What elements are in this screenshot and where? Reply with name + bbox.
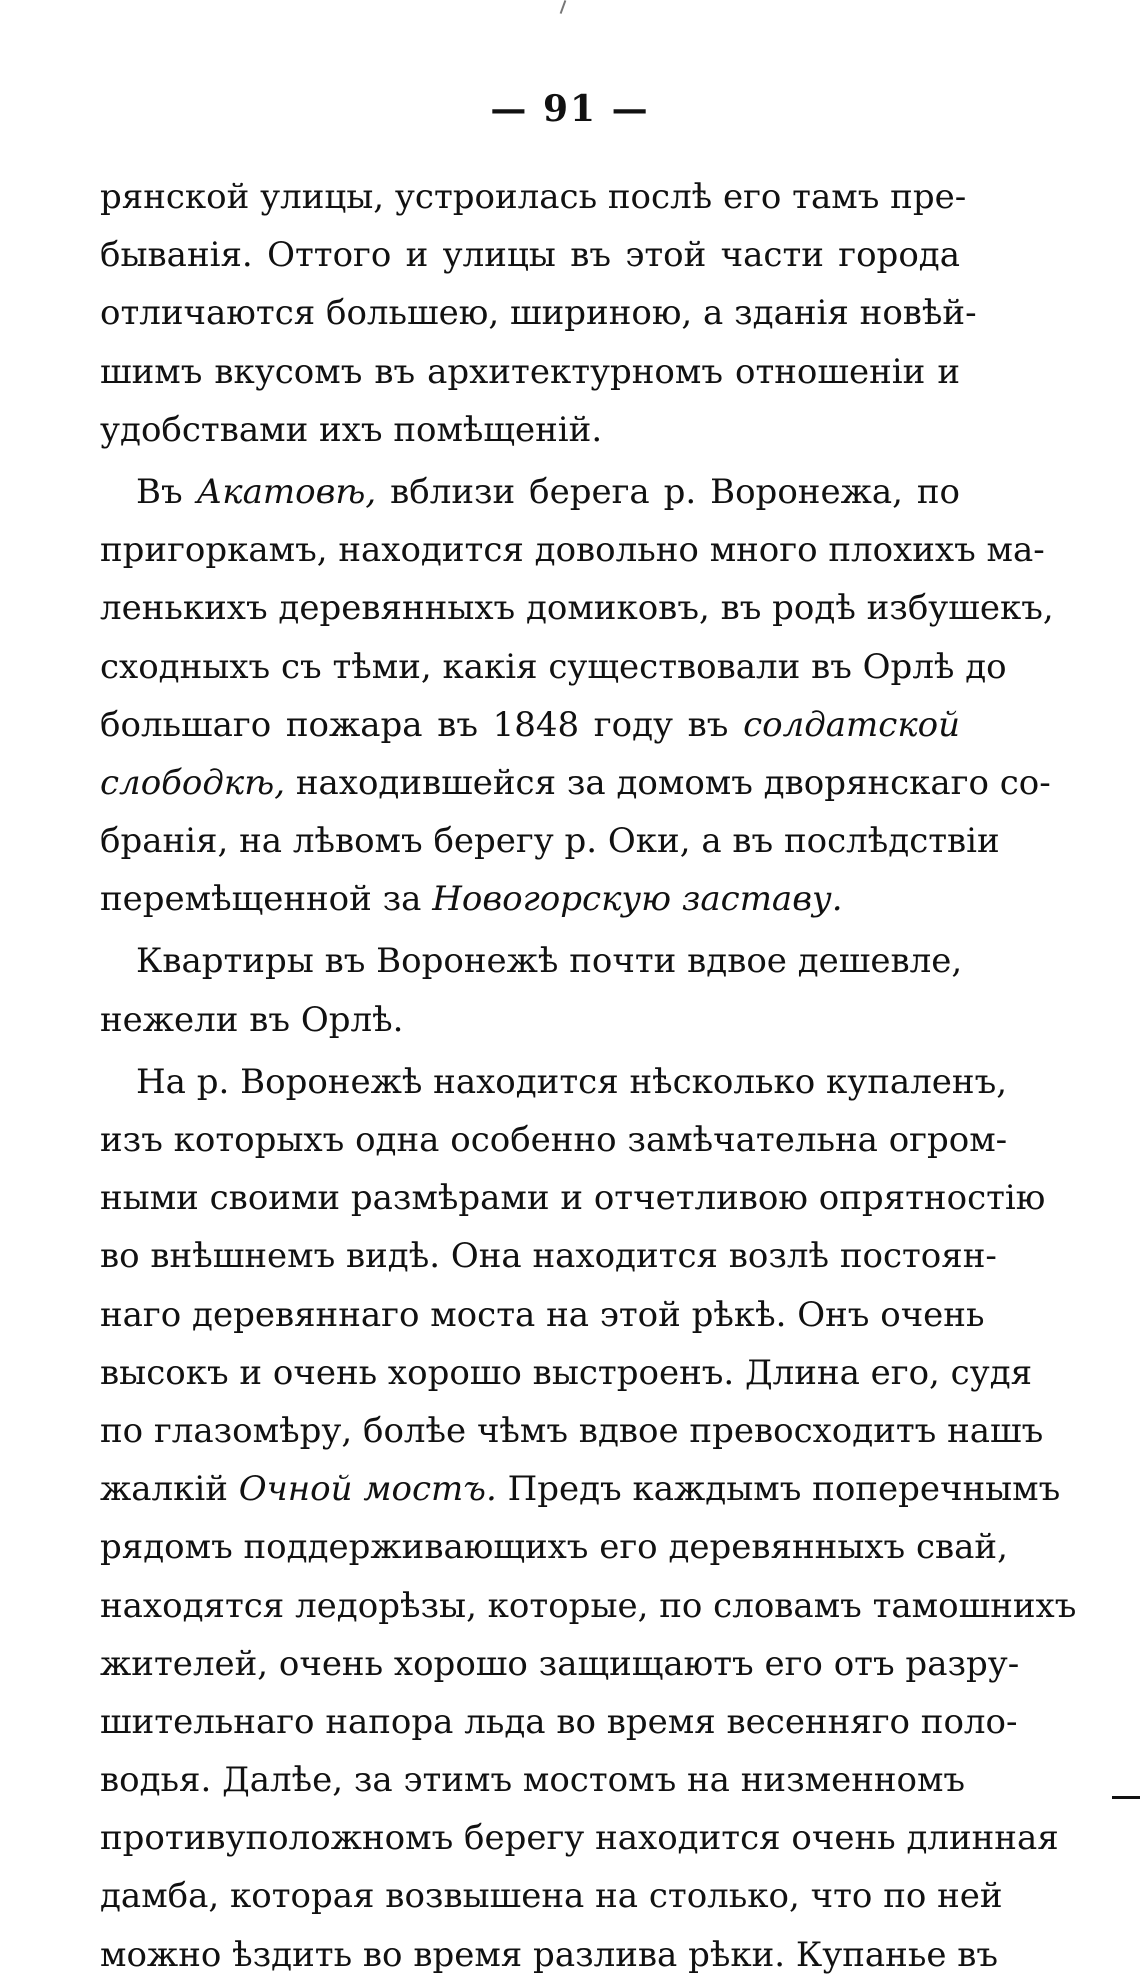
text-line — [100, 401, 960, 459]
page-number: — 91 — — [490, 88, 650, 130]
text-line — [100, 521, 1045, 579]
line-text: Квартиры въ Воронежѣ почти вдвое дешевле, — [136, 941, 963, 982]
text-line — [100, 932, 963, 990]
line-text: быванія. Оттого и улицы въ этой части города — [100, 235, 960, 276]
text-line — [100, 754, 1051, 812]
text-line — [100, 870, 960, 928]
line-text: сходныхъ съ тѣми, какія существовали въ Орлѣ до — [100, 646, 1007, 687]
text-line — [100, 1227, 997, 1285]
line-text: по глазомѣру, болѣе чѣмъ вдвое превосходитъ нашъ — [100, 1410, 1044, 1451]
text-line — [100, 284, 977, 342]
text-line — [100, 1402, 1044, 1460]
italic-term: Акатовѣ, — [196, 471, 377, 512]
paragraph — [100, 932, 963, 1048]
text-line — [100, 1053, 1008, 1111]
paragraph — [100, 463, 1054, 929]
text-line — [100, 1867, 1003, 1925]
line-text: противуположномъ берегу находится очень длинная — [100, 1818, 1059, 1859]
italic-term: слободкѣ, — [100, 762, 286, 803]
line-text: На р. Воронежѣ находится нѣсколько купаленъ, — [136, 1061, 1008, 1102]
text-line — [100, 226, 960, 284]
text-line — [100, 812, 1000, 870]
text-line — [100, 1809, 1059, 1867]
text-line — [100, 343, 960, 401]
line-text: водья. Далѣе, за этимъ мостомъ на низменномъ — [100, 1760, 966, 1801]
italic-term: Новогорскую заставу. — [432, 879, 843, 920]
scan-artifact-mark — [560, 0, 567, 14]
line-text: во внѣшнемъ видѣ. Она находится возлѣ постоян- — [100, 1236, 997, 1277]
line-text: пригоркамъ, находится довольно много плохихъ ма- — [100, 530, 1045, 571]
line-text: находившейся за домомъ дворянскаго со- — [285, 762, 1051, 803]
line-text: дамба, которая возвышена на столько, что по ней — [100, 1876, 1003, 1917]
text-line — [100, 1169, 1046, 1227]
italic-term: солдатской — [743, 704, 960, 745]
text-line — [100, 1635, 1020, 1693]
line-text: шительнаго напора льда во время весенняго поло- — [100, 1701, 1018, 1742]
italic-term: Очной мостъ. — [238, 1469, 497, 1510]
text-line — [100, 1460, 1061, 1518]
body-text — [100, 168, 1077, 1984]
text-line — [100, 1693, 1018, 1751]
line-text: отличаются большею, шириною, а зданія новѣй- — [100, 293, 977, 334]
paragraph — [100, 1053, 1077, 1984]
text-line — [100, 638, 1007, 696]
line-text: Предъ каждымъ поперечнымъ — [496, 1469, 1061, 1510]
line-text: нежели въ Орлѣ. — [100, 999, 404, 1040]
line-text: перемѣщенной за — [100, 879, 433, 920]
text-line — [100, 696, 960, 754]
line-text: Въ — [136, 471, 197, 512]
line-text: наго деревяннаго моста на этой рѣкѣ. Онъ очень — [100, 1294, 985, 1335]
paragraph — [100, 168, 977, 459]
line-text: можно ѣздить во время разлива рѣки. Купанье въ — [100, 1934, 999, 1975]
text-line — [100, 1111, 1008, 1169]
line-text: изъ которыхъ одна особенно замѣчательна огром- — [100, 1120, 1008, 1160]
line-text: большаго пожара въ 1848 году въ — [100, 704, 744, 745]
text-line — [100, 463, 960, 521]
text-line — [100, 1577, 1077, 1635]
line-text: рянской улицы, устроилась послѣ его тамъ пре- — [100, 177, 967, 217]
text-line — [100, 991, 960, 1049]
line-text: вблизи берега р. Воронежа, по — [376, 471, 960, 512]
scan-edge-mark — [1112, 1796, 1140, 1799]
line-text: жалкій — [100, 1469, 239, 1510]
line-text: ленькихъ деревянныхъ домиковъ, въ родѣ избушекъ, — [100, 588, 1054, 629]
line-text: бранія, на лѣвомъ берегу р. Оки, а въ послѣдствіи — [100, 821, 1000, 862]
line-text: высокъ и очень хорошо выстроенъ. Длина его, судя — [100, 1352, 1033, 1393]
line-text: удобствами ихъ помѣщеній. — [100, 409, 603, 450]
line-text: находятся ледорѣзы, которые, по словамъ тамошнихъ — [100, 1585, 1077, 1626]
text-line — [100, 579, 1054, 637]
line-text: ными своими размѣрами и отчетливою опрятностію — [100, 1178, 1046, 1219]
text-line — [100, 1926, 999, 1984]
text-line — [100, 168, 967, 226]
line-text: рядомъ поддерживающихъ его деревянныхъ свай, — [100, 1527, 1008, 1568]
text-line — [100, 1518, 1008, 1576]
text-line — [100, 1286, 985, 1344]
text-line — [100, 1344, 1033, 1402]
line-text: шимъ вкусомъ въ архитектурномъ отношеніи и — [100, 351, 960, 392]
text-line — [100, 1751, 966, 1809]
line-text: жителей, очень хорошо защищаютъ его отъ разру- — [100, 1643, 1020, 1684]
